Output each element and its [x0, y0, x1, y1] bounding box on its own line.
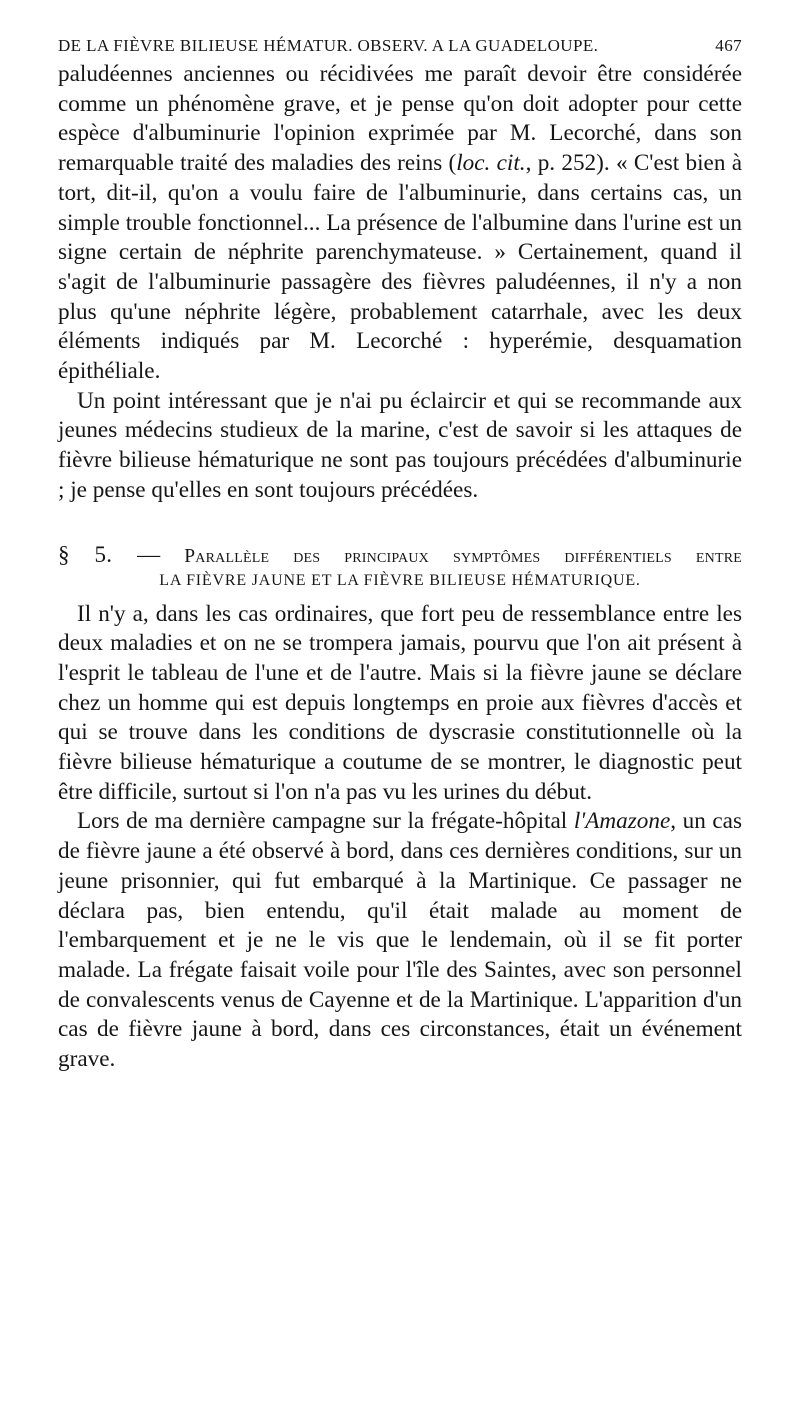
- section-title-line1: Parallèle des principaux symptômes différentiels entre: [184, 545, 743, 567]
- section-title-line2: LA FIÈVRE JAUNE ET LA FIÈVRE BILIEUSE HÉMATURIQUE.: [159, 571, 641, 589]
- ship-name: l'Amazone: [573, 808, 671, 835]
- section-heading-line1: [58, 542, 742, 568]
- running-head: [58, 36, 742, 56]
- paragraph-albuminurie: [58, 60, 742, 387]
- paragraph-amazone: [58, 807, 742, 1074]
- paragraph-text: , un cas de fièvre jaune a été observé à bord, dans ces dernières conditions, sur un jeune prisonnier, qui fut embarqué à la Martinique. Ce passager ne déclara pas, bien entendu, qu'il était malade au moment de l'embarquement et je ne le vis que le lendemain, où il se fit porter malade. La frégate faisait voile pour l'île des Saintes, avec son personnel de convalescents venus de Cayenne et de la Martinique. L'apparition d'un cas de fièvre jaune à bord, dans ces circonstances, était un événement grave.: [58, 808, 742, 1073]
- document-page: [58, 36, 742, 1075]
- section-heading: [58, 542, 742, 590]
- citation-loc-cit: loc. cit.: [456, 150, 526, 177]
- paragraph-text: paludéennes anciennes ou récidivées me paraît devoir être considérée comme un phénomène grave, et je pense qu'on doit adopter pour cette espèce d'albuminurie l'opinion exprimée par M. Lecorché, dans son remarquable traité des maladies des reins (: [58, 61, 742, 177]
- paragraph-text: , p. 252). « C'est bien à tort, dit-il, qu'on a voulu faire de l'albuminurie, dans certains cas, un simple trouble fonctionnel... La présence de l'albumine dans l'urine est un signe certain de néphrite parenchymateuse. » Certainement, quand il s'agit de l'albuminurie passagère des fièvres paludéennes, il n'y a non plus qu'une néphrite légère, probablement catarrhale, avec les deux éléments indiqués par M. Lecorché : hyperémie, desquamation épithéliale.: [58, 150, 742, 385]
- paragraph-point-interessant: Un point intéressant que je n'ai pu éclaircir et qui se recommande aux jeunes médecins studieux de la marine, c'est de savoir si les attaques de fièvre bilieuse hématurique ne sont pas toujours précédées d'albuminurie ; je pense qu'elles en sont toujours précédées.: [58, 387, 742, 503]
- page-number: 467: [715, 36, 742, 55]
- section-number: § 5. —: [58, 541, 161, 567]
- running-head-title: DE LA FIÈVRE BILIEUSE HÉMATUR. OBSERV. A LA GUADELOUPE.: [58, 36, 599, 55]
- paragraph-ressemblance: Il n'y a, dans les cas ordinaires, que fort peu de ressemblance entre les deux maladies et on ne se trompera jamais, pourvu que l'on ait présent à l'esprit le tableau de l'une et de l'autre. Mais si la fièvre jaune se déclare chez un homme qui est depuis longtemps en proie aux fièvres d'accès et qui se trouve dans les conditions de dyscrasie constitutionnelle où la fièvre bilieuse hématurique a coutume de se montrer, le diagnostic peut être difficile, surtout si l'on n'a pas vu les urines du début.: [58, 600, 742, 805]
- paragraph-text: Lors de ma dernière campagne sur la frégate-hôpital: [77, 808, 574, 835]
